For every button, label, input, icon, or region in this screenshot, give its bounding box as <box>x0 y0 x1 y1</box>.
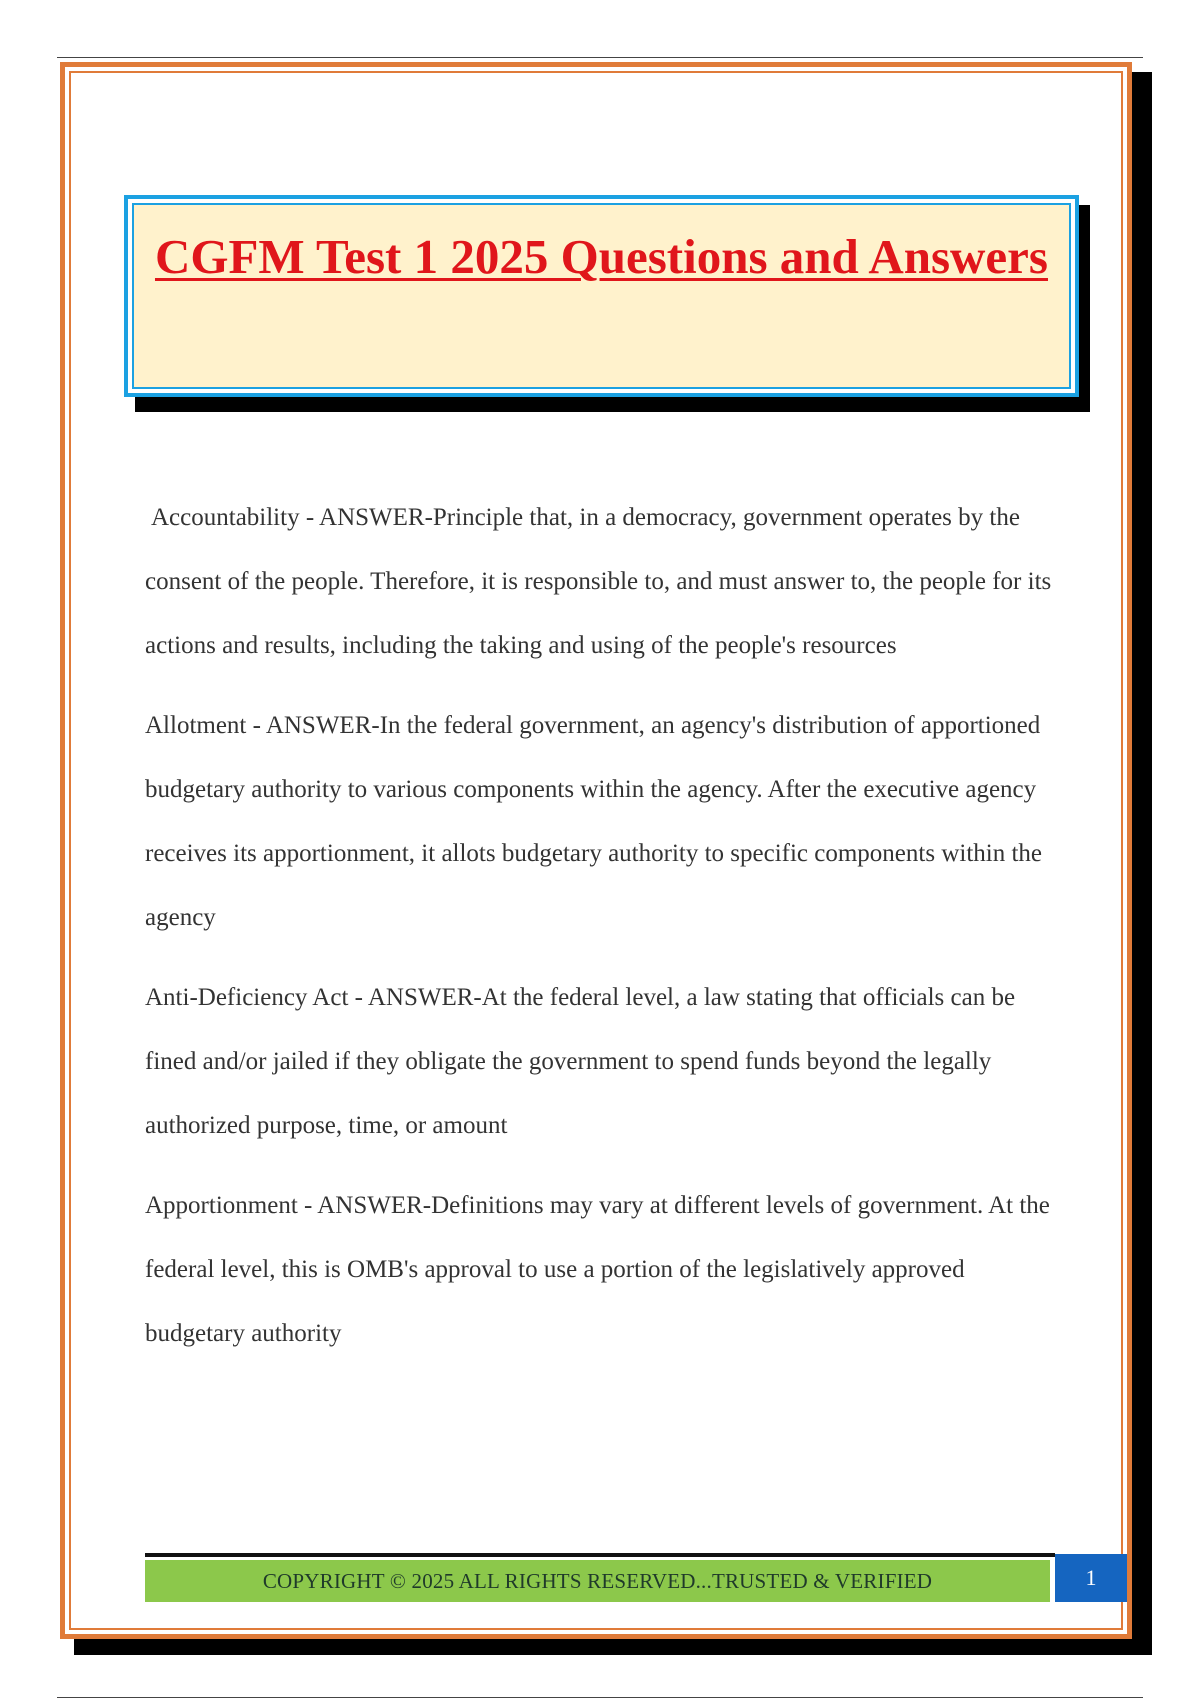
entry-apportionment: Apportionment - ANSWER-Definitions may vary at different levels of government. At the federal level, this is OMB's approval to use a portion of the legislatively approved budgetary authority <box>145 1192 1050 1347</box>
entry-allotment: Allotment - ANSWER-In the federal government, an agency's distribution of apportioned budgetary authority to various components within the agency. After the executive agency receives its apportionment, it allots budgetary authority to specific components within the agency <box>145 712 1043 931</box>
glossary-entries <box>145 486 1065 1382</box>
footer-rule <box>145 1553 1055 1557</box>
title-box <box>124 195 1079 397</box>
footer-copyright: COPYRIGHT © 2025 ALL RIGHTS RESERVED...TRUSTED & VERIFIED <box>145 1560 1050 1602</box>
page-number-badge: 1 <box>1055 1554 1127 1602</box>
title-box-inner <box>132 203 1071 389</box>
bottom-rule <box>57 1697 1143 1698</box>
entry-anti-deficiency-act: Anti-Deficiency Act - ANSWER-At the federal level, a law stating that officials can be fined and/or jailed if they obligate the government to spend funds beyond the legally authorized purpose, time, or amount <box>145 984 1016 1139</box>
entry-accountability: Accountability - ANSWER-Principle that, in a democracy, government operates by the consent of the people. Therefore, it is responsible to, and must answer to, the people for its actions and results, including the taking and using of the people's resources <box>145 504 1052 659</box>
document-title: CGFM Test 1 2025 Questions and Answers <box>154 229 1048 284</box>
top-rule <box>57 57 1143 58</box>
